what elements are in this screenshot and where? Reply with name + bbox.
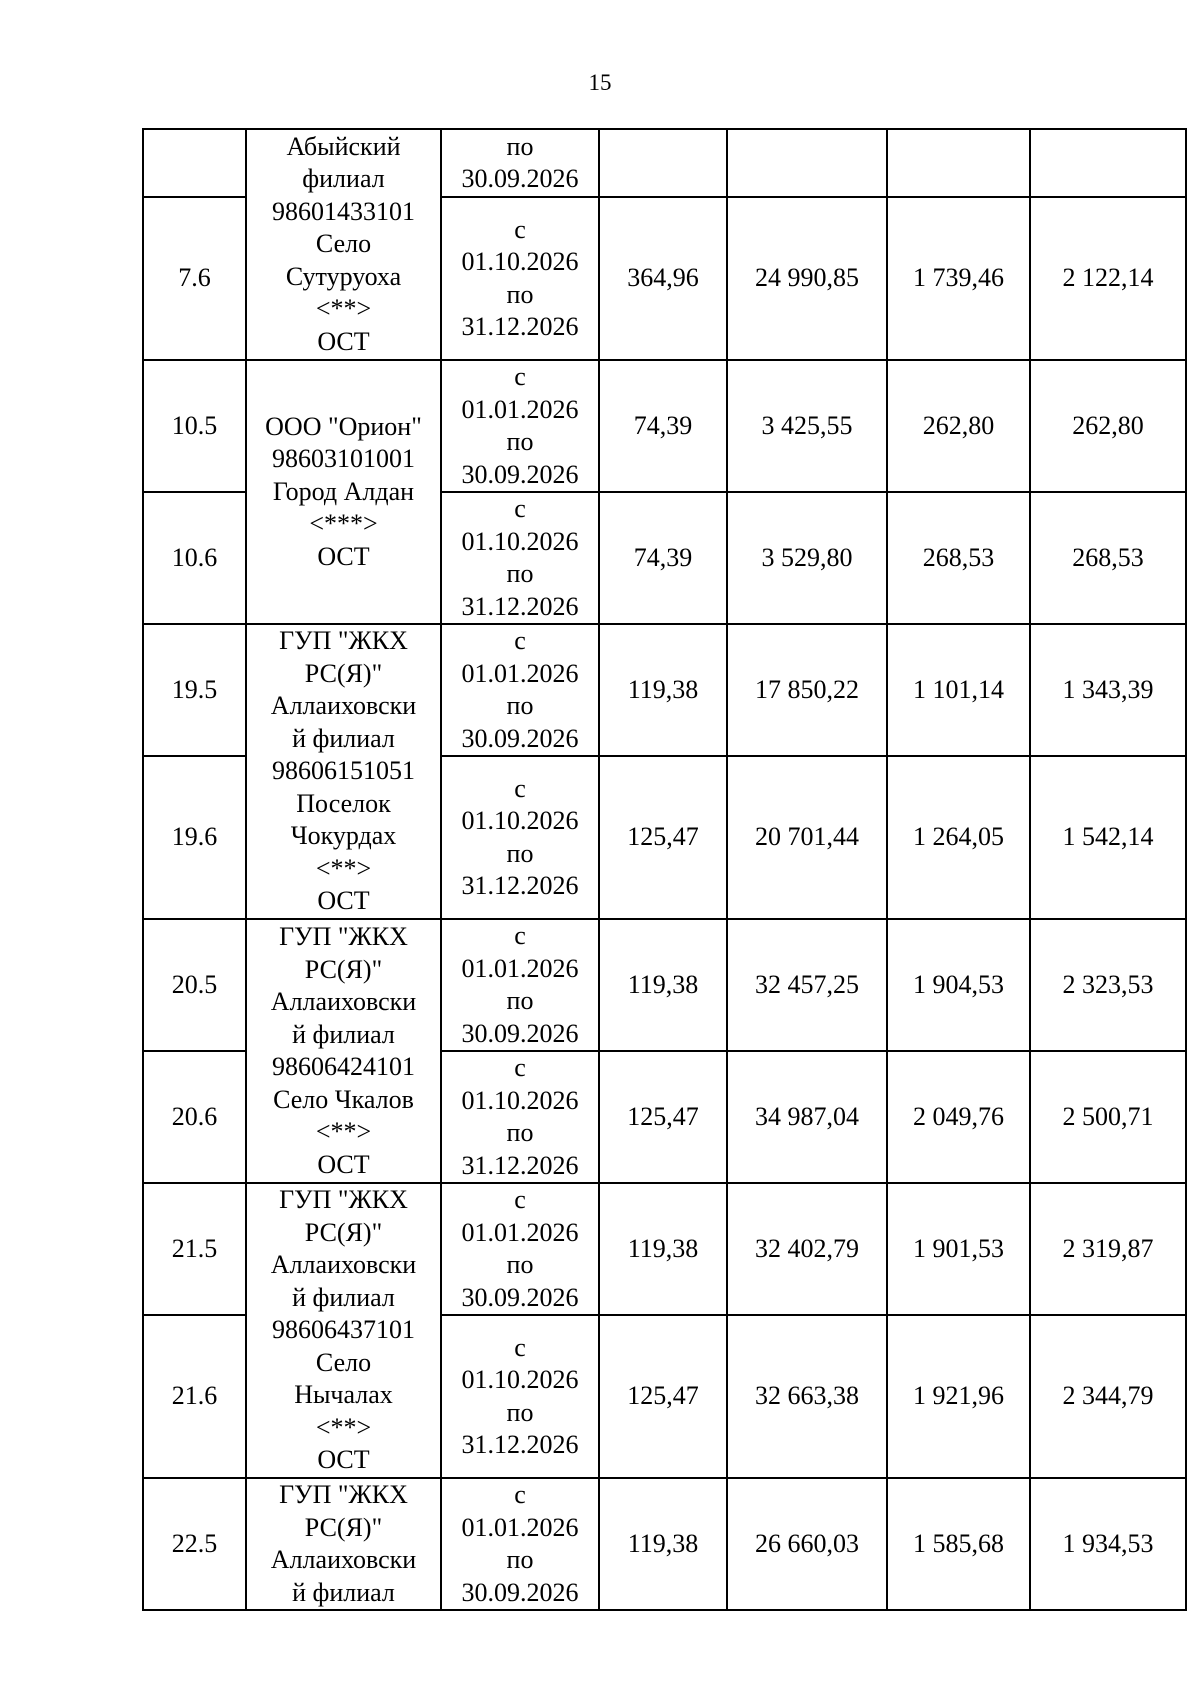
value-cell-2: 24 990,85: [727, 197, 887, 360]
value-cell-1: 125,47: [599, 1315, 727, 1478]
value-cell-1: 119,38: [599, 919, 727, 1051]
row-number-cell: [143, 129, 246, 197]
organization-cell: ГУП "ЖКХ РС(Я)" Аллаиховски й филиал 98606437101 Село Нычалах <**> ОСТ: [246, 1183, 441, 1478]
value-cell-3: 1 739,46: [887, 197, 1030, 360]
organization-cell: Абыйский филиал 98601433101 Село Сутуруоха <**> ОСТ: [246, 129, 441, 360]
value-cell-4: 2 323,53: [1030, 919, 1186, 1051]
row-number-cell: 7.6: [143, 197, 246, 360]
organization-cell: ГУП "ЖКХ РС(Я)" Аллаиховски й филиал 98606151051 Поселок Чокурдах <**> ОСТ: [246, 624, 441, 919]
row-number-cell: 20.6: [143, 1051, 246, 1183]
value-cell-4: [1030, 129, 1186, 197]
row-number-cell: 10.6: [143, 492, 246, 624]
table-row: [143, 129, 1186, 197]
value-cell-2: 32 663,38: [727, 1315, 887, 1478]
period-cell: с 01.10.2026 по 31.12.2026: [441, 1315, 599, 1478]
value-cell-4: 2 319,87: [1030, 1183, 1186, 1315]
period-cell: с 01.10.2026 по 31.12.2026: [441, 756, 599, 919]
period-cell: с 01.10.2026 по 31.12.2026: [441, 492, 599, 624]
value-cell-3: 262,80: [887, 360, 1030, 492]
value-cell-2: 26 660,03: [727, 1478, 887, 1610]
value-cell-2: 3 529,80: [727, 492, 887, 624]
table-row: [143, 919, 1186, 1051]
value-cell-1: 125,47: [599, 756, 727, 919]
tariff-table: [142, 128, 1187, 1611]
value-cell-1: 119,38: [599, 1183, 727, 1315]
value-cell-3: 1 585,68: [887, 1478, 1030, 1610]
value-cell-1: 364,96: [599, 197, 727, 360]
page-number: 15: [588, 70, 612, 95]
period-cell: с 01.10.2026 по 31.12.2026: [441, 1051, 599, 1183]
value-cell-2: 17 850,22: [727, 624, 887, 756]
value-cell-1: 125,47: [599, 1051, 727, 1183]
value-cell-2: 3 425,55: [727, 360, 887, 492]
value-cell-4: 1 542,14: [1030, 756, 1186, 919]
row-number-cell: 21.5: [143, 1183, 246, 1315]
period-cell: с 01.01.2026 по 30.09.2026: [441, 919, 599, 1051]
organization-cell: ООО "Орион" 98603101001 Город Алдан <***> ОСТ: [246, 360, 441, 624]
value-cell-2: [727, 129, 887, 197]
table-row: [143, 624, 1186, 756]
row-number-cell: 22.5: [143, 1478, 246, 1610]
value-cell-1: 119,38: [599, 624, 727, 756]
value-cell-1: 74,39: [599, 492, 727, 624]
table-row: [143, 360, 1186, 492]
period-cell: с 01.01.2026 по 30.09.2026: [441, 1478, 599, 1610]
value-cell-4: 2 344,79: [1030, 1315, 1186, 1478]
organization-cell: ГУП "ЖКХ РС(Я)" Аллаиховски й филиал: [246, 1478, 441, 1610]
row-number-cell: 21.6: [143, 1315, 246, 1478]
value-cell-2: 20 701,44: [727, 756, 887, 919]
row-number-cell: 19.5: [143, 624, 246, 756]
value-cell-1: [599, 129, 727, 197]
value-cell-4: 2 500,71: [1030, 1051, 1186, 1183]
period-cell: по 30.09.2026: [441, 129, 599, 197]
period-cell: с 01.10.2026 по 31.12.2026: [441, 197, 599, 360]
value-cell-4: 268,53: [1030, 492, 1186, 624]
value-cell-4: 1 934,53: [1030, 1478, 1186, 1610]
period-cell: с 01.01.2026 по 30.09.2026: [441, 360, 599, 492]
value-cell-3: 268,53: [887, 492, 1030, 624]
value-cell-2: 32 457,25: [727, 919, 887, 1051]
value-cell-4: 1 343,39: [1030, 624, 1186, 756]
row-number-cell: 20.5: [143, 919, 246, 1051]
value-cell-2: 32 402,79: [727, 1183, 887, 1315]
value-cell-2: 34 987,04: [727, 1051, 887, 1183]
value-cell-3: 1 264,05: [887, 756, 1030, 919]
value-cell-1: 74,39: [599, 360, 727, 492]
row-number-cell: 19.6: [143, 756, 246, 919]
table-row: [143, 1183, 1186, 1315]
value-cell-3: 1 101,14: [887, 624, 1030, 756]
value-cell-3: 1 904,53: [887, 919, 1030, 1051]
value-cell-3: 2 049,76: [887, 1051, 1030, 1183]
value-cell-3: 1 901,53: [887, 1183, 1030, 1315]
value-cell-3: 1 921,96: [887, 1315, 1030, 1478]
table-row: [143, 1478, 1186, 1610]
period-cell: с 01.01.2026 по 30.09.2026: [441, 624, 599, 756]
value-cell-4: 262,80: [1030, 360, 1186, 492]
value-cell-1: 119,38: [599, 1478, 727, 1610]
period-cell: с 01.01.2026 по 30.09.2026: [441, 1183, 599, 1315]
value-cell-4: 2 122,14: [1030, 197, 1186, 360]
value-cell-3: [887, 129, 1030, 197]
organization-cell: ГУП "ЖКХ РС(Я)" Аллаиховски й филиал 98606424101 Село Чкалов <**> ОСТ: [246, 919, 441, 1183]
row-number-cell: 10.5: [143, 360, 246, 492]
